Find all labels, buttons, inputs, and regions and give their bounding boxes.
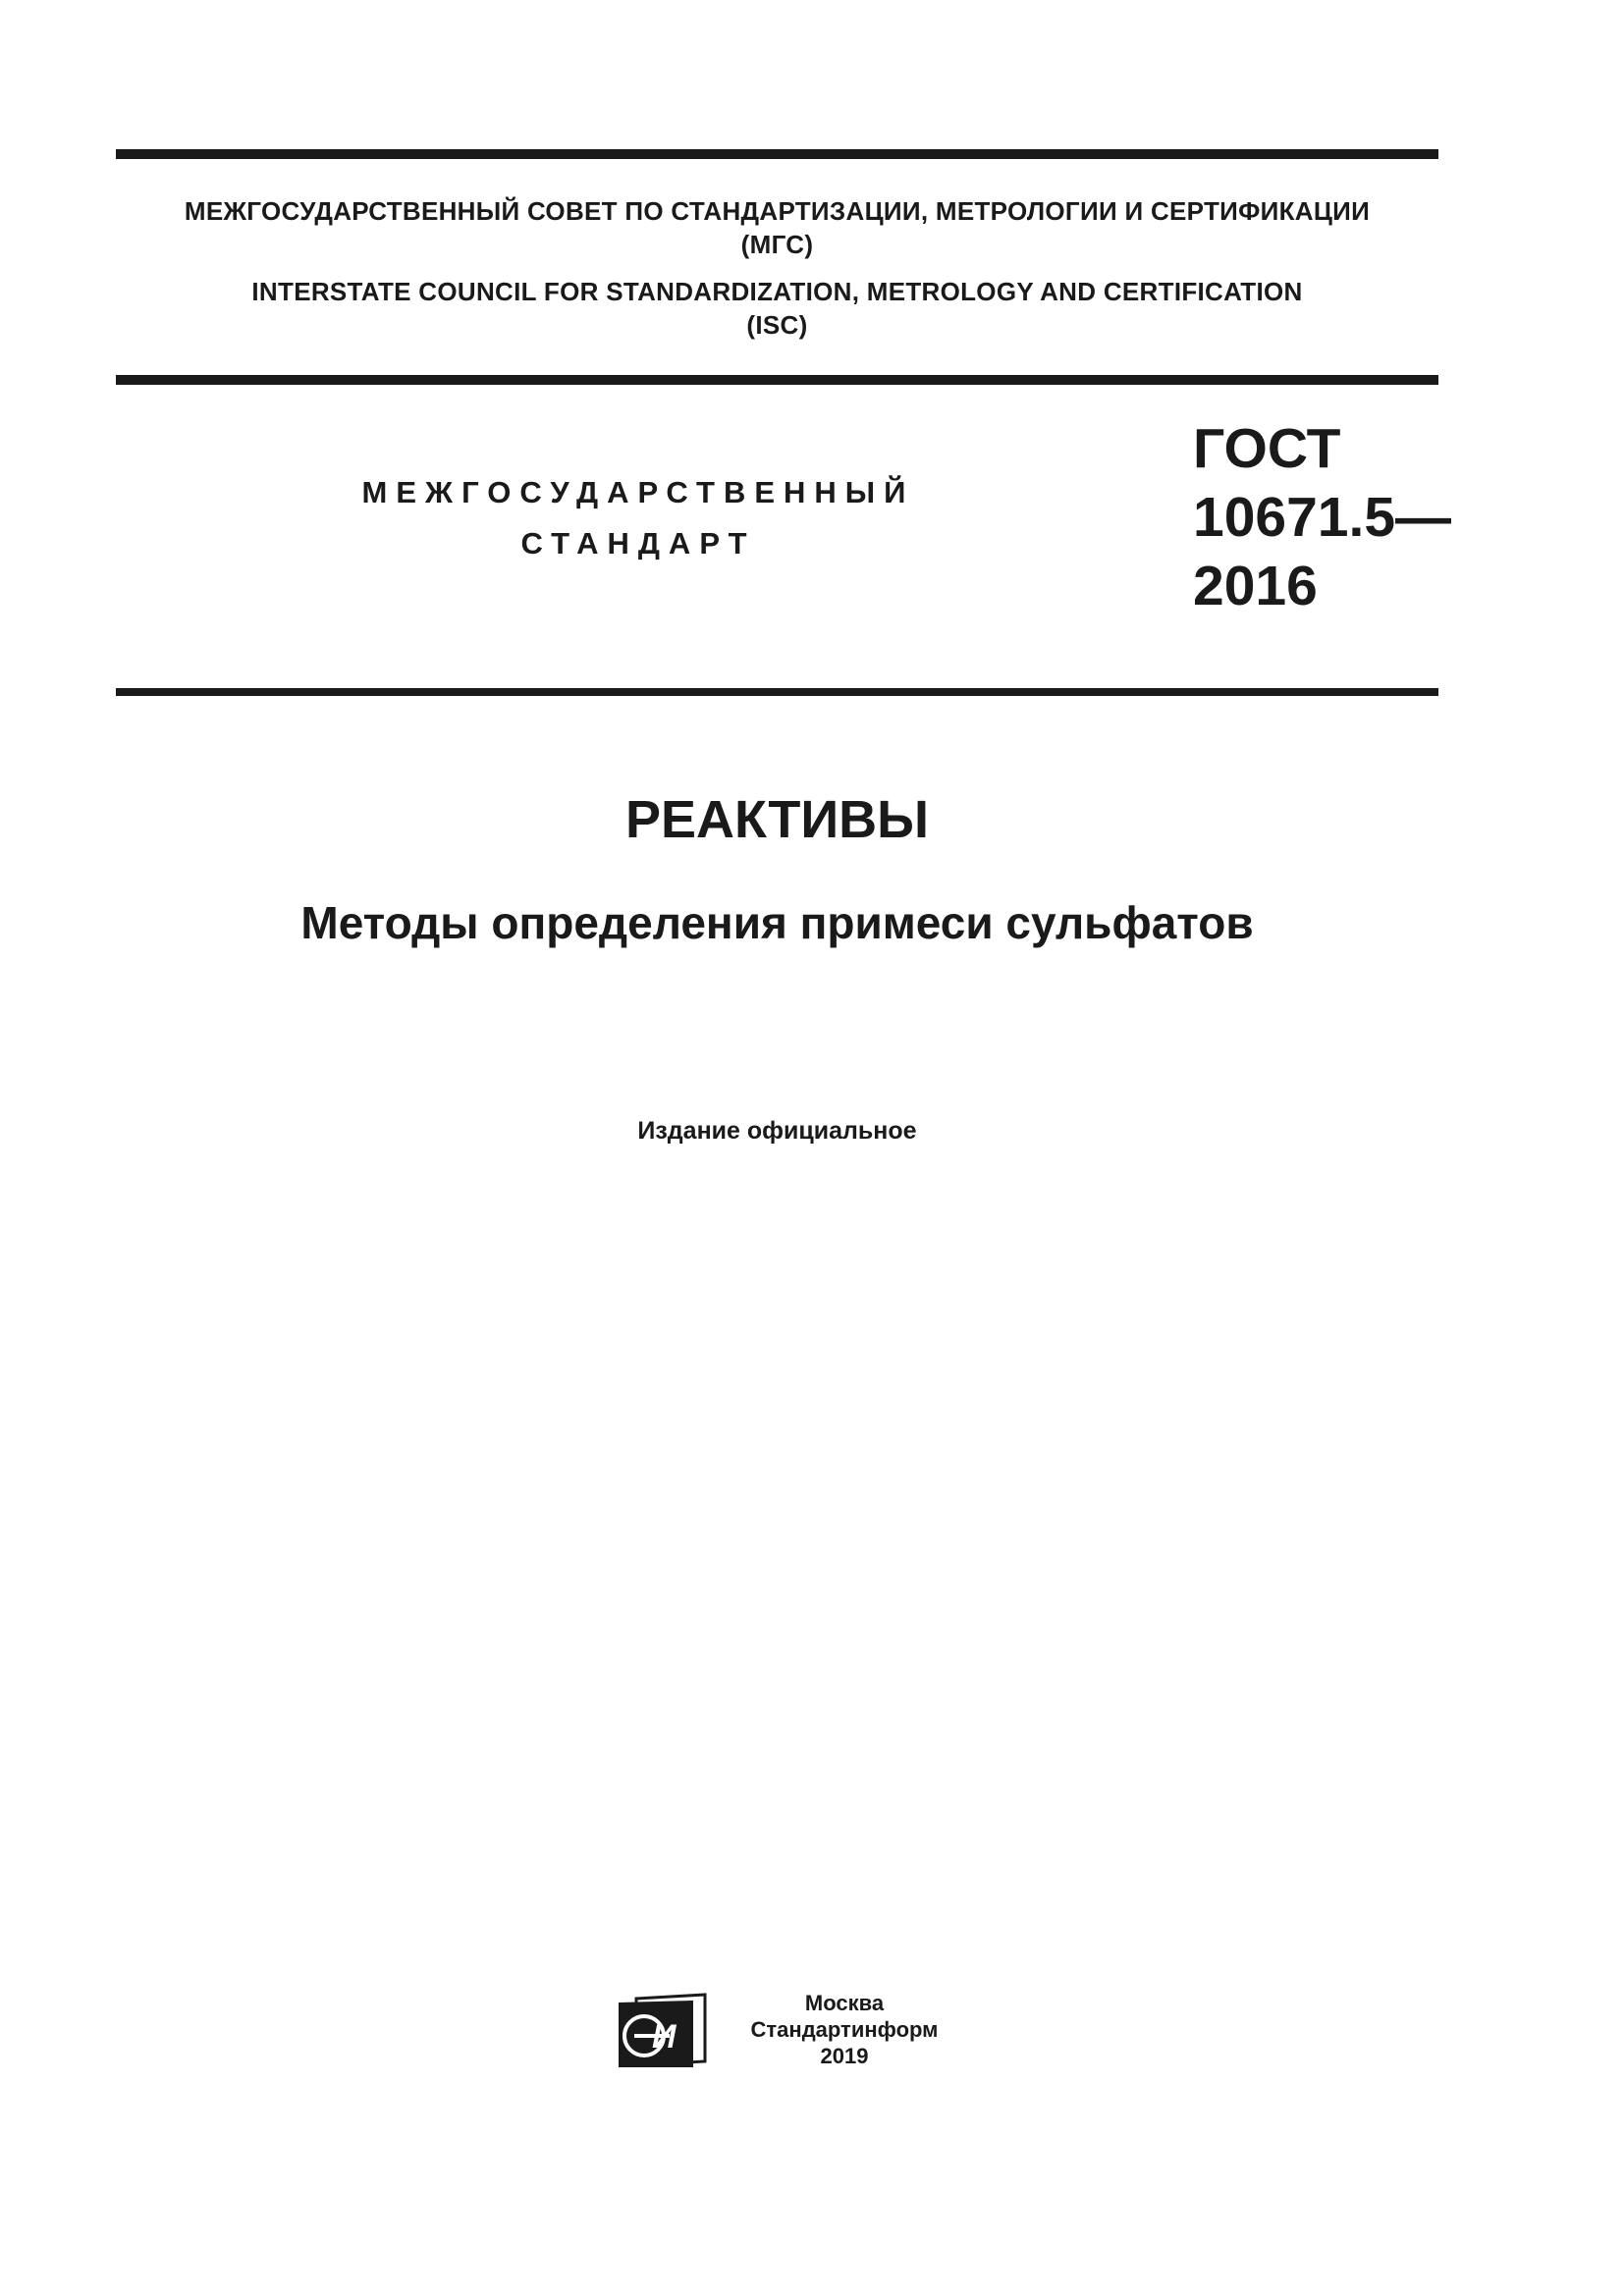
- publisher-block: [727, 1990, 962, 2069]
- top-rule: [116, 149, 1438, 159]
- publisher-year: 2019: [820, 2044, 869, 2068]
- gost-label: ГОСТ: [1193, 417, 1341, 480]
- council-abbr-ru: (МГС): [740, 230, 814, 259]
- publisher-name: Стандартинформ: [750, 2017, 939, 2042]
- document-title: РЕАКТИВЫ: [625, 790, 929, 849]
- gost-number: 10671.5—: [1193, 486, 1452, 549]
- council-name-ru: МЕЖГОСУДАРСТВЕННЫЙ СОВЕТ ПО СТАНДАРТИЗАЦИИ, МЕТРОЛОГИИ И СЕРТИФИКАЦИИ: [184, 196, 1371, 226]
- council-name-en: INTERSTATE COUNCIL FOR STANDARDIZATION, METROLOGY AND CERTIFICATION: [251, 277, 1303, 306]
- svg-text:И: И: [652, 2018, 677, 2056]
- gost-year: 2016: [1193, 555, 1318, 617]
- publisher-city: Москва: [804, 1991, 885, 2015]
- standartinform-logo-icon: [615, 1993, 709, 2069]
- council-abbr-en: (ISC): [746, 310, 808, 340]
- header-bottom-rule: [116, 375, 1438, 385]
- standard-kind-line2: СТАНДАРТ: [520, 526, 756, 561]
- designation-bottom-rule: [116, 688, 1438, 696]
- gost-designation: [1193, 414, 1451, 620]
- edition-note: Издание официальное: [637, 1117, 917, 1145]
- standard-kind-line1: МЕЖГОСУДАРСТВЕННЫЙ: [361, 475, 915, 509]
- document-subtitle: Методы определения примеси сульфатов: [300, 897, 1254, 948]
